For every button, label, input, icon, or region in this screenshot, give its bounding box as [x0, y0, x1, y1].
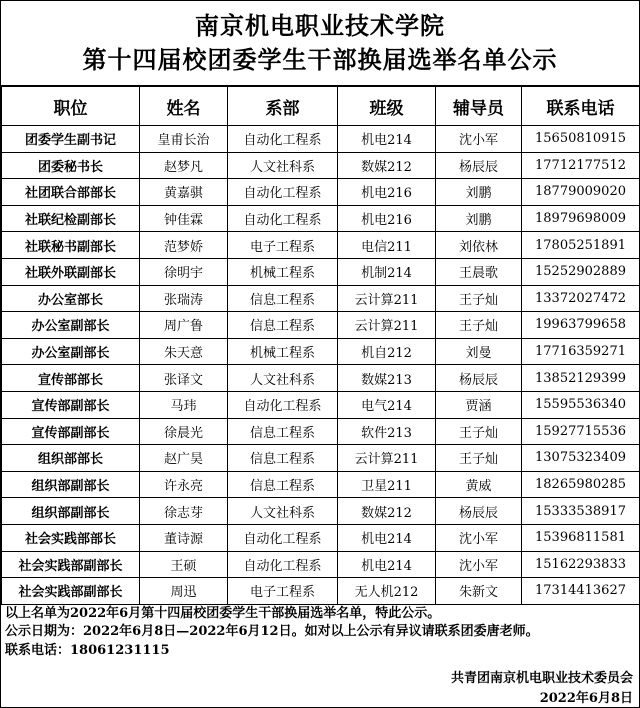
class-cell: 数媒212 — [338, 498, 436, 525]
position-cell: 宣传部副部长 — [2, 418, 140, 445]
counselor-cell: 刘依林 — [436, 232, 522, 259]
counselor-cell: 贾涵 — [436, 391, 522, 418]
counselor-cell: 刘鹏 — [436, 205, 522, 232]
class-cell: 数媒213 — [338, 365, 436, 392]
table-row — [2, 285, 640, 312]
name-cell: 徐志芽 — [140, 498, 228, 525]
table-row — [2, 205, 640, 232]
name-cell: 赵梦凡 — [140, 152, 228, 179]
position-cell: 社会实践部副部长 — [2, 551, 140, 578]
counselor-cell: 王子灿 — [436, 445, 522, 472]
table-row — [2, 498, 640, 525]
phone-cell: 15162293833 — [522, 551, 640, 578]
department-cell: 电子工程系 — [228, 232, 338, 259]
position-cell: 办公室副部长 — [2, 312, 140, 339]
header-position: 职位 — [2, 87, 140, 126]
department-cell: 信息工程系 — [228, 312, 338, 339]
department-cell: 自动化工程系 — [228, 524, 338, 551]
header-phone: 联系电话 — [522, 87, 640, 126]
position-cell: 宣传部副部长 — [2, 391, 140, 418]
name-cell: 王硕 — [140, 551, 228, 578]
phone-cell: 15650810915 — [522, 126, 640, 153]
phone-cell: 15927715536 — [522, 418, 640, 445]
counselor-cell: 杨辰辰 — [436, 365, 522, 392]
name-cell: 马玮 — [140, 391, 228, 418]
class-cell: 机电214 — [338, 126, 436, 153]
name-cell: 董诗源 — [140, 524, 228, 551]
table-row — [2, 152, 640, 179]
counselor-cell: 杨辰辰 — [436, 498, 522, 525]
counselor-cell: 黄威 — [436, 471, 522, 498]
department-cell: 人文社科系 — [228, 365, 338, 392]
name-cell: 周广鲁 — [140, 312, 228, 339]
name-cell: 皇甫长治 — [140, 126, 228, 153]
department-cell: 信息工程系 — [228, 418, 338, 445]
department-cell: 信息工程系 — [228, 445, 338, 472]
name-cell: 周迅 — [140, 578, 228, 605]
name-cell: 范梦娇 — [140, 232, 228, 259]
class-cell: 云计算211 — [338, 445, 436, 472]
counselor-cell: 王子灿 — [436, 285, 522, 312]
table-row — [2, 365, 640, 392]
phone-cell: 13372027472 — [522, 285, 640, 312]
phone-cell: 19963799658 — [522, 312, 640, 339]
department-cell: 自动化工程系 — [228, 551, 338, 578]
table-row — [2, 551, 640, 578]
position-cell: 团委学生副书记 — [2, 126, 140, 153]
class-cell: 卫星211 — [338, 471, 436, 498]
table-row — [2, 391, 640, 418]
table-row — [2, 418, 640, 445]
issue-date: 2022年6月8日 — [539, 691, 633, 706]
candidate-table — [1, 86, 640, 605]
name-cell: 朱天意 — [140, 338, 228, 365]
name-cell: 张瑞涛 — [140, 285, 228, 312]
name-cell: 张译文 — [140, 365, 228, 392]
class-cell: 数媒212 — [338, 152, 436, 179]
department-cell: 人文社科系 — [228, 152, 338, 179]
department-cell: 人文社科系 — [228, 498, 338, 525]
table-row — [2, 126, 640, 153]
table-row — [2, 524, 640, 551]
position-cell: 社会实践部副部长 — [2, 578, 140, 605]
notice-title: 第十四届校团委学生干部换届选举名单公示 — [82, 45, 558, 74]
position-cell: 社联外联副部长 — [2, 258, 140, 285]
counselor-cell: 王子灿 — [436, 312, 522, 339]
footer-period: 公示日期为：2022年6月8日—2022年6月12日。如对以上公示有异议请联系团委唐老师。 — [5, 624, 539, 640]
footer — [1, 605, 639, 661]
table-row — [2, 471, 640, 498]
department-cell: 自动化工程系 — [228, 179, 338, 206]
phone-cell: 17712177512 — [522, 152, 640, 179]
table-row — [2, 312, 640, 339]
phone-cell: 15333538917 — [522, 498, 640, 525]
name-cell: 许永亮 — [140, 471, 228, 498]
department-cell: 信息工程系 — [228, 285, 338, 312]
phone-cell: 15595536340 — [522, 391, 640, 418]
class-cell: 云计算211 — [338, 312, 436, 339]
position-cell: 团委秘书长 — [2, 152, 140, 179]
header-name: 姓名 — [140, 87, 228, 126]
counselor-cell: 刘曼 — [436, 338, 522, 365]
phone-cell: 17805251891 — [522, 232, 640, 259]
table-row — [2, 179, 640, 206]
name-cell: 钟佳霖 — [140, 205, 228, 232]
footer-statement: 以上名单为2022年6月第十四届校团委学生干部换届选举名单，特此公示。 — [5, 605, 441, 621]
phone-cell: 13852129399 — [522, 365, 640, 392]
counselor-cell: 杨辰辰 — [436, 152, 522, 179]
department-cell: 机械工程系 — [228, 338, 338, 365]
phone-cell: 17716359271 — [522, 338, 640, 365]
class-cell: 电气214 — [338, 391, 436, 418]
class-cell: 机电216 — [338, 205, 436, 232]
phone-cell: 13075323409 — [522, 445, 640, 472]
table-row — [2, 338, 640, 365]
class-cell: 机电216 — [338, 179, 436, 206]
department-cell: 自动化工程系 — [228, 391, 338, 418]
position-cell: 办公室副部长 — [2, 338, 140, 365]
counselor-cell: 沈小军 — [436, 524, 522, 551]
class-cell: 机自212 — [338, 338, 436, 365]
class-cell: 软件213 — [338, 418, 436, 445]
issuer-organization: 共青团南京机电职业技术委员会 — [450, 671, 633, 686]
class-cell: 无人机212 — [338, 578, 436, 605]
phone-cell: 18779009020 — [522, 179, 640, 206]
table-row — [2, 445, 640, 472]
college-title: 南京机电职业技术学院 — [195, 11, 445, 40]
phone-cell: 18265980285 — [522, 471, 640, 498]
table-row — [2, 258, 640, 285]
position-cell: 宣传部部长 — [2, 365, 140, 392]
phone-cell: 15252902889 — [522, 258, 640, 285]
counselor-cell: 沈小军 — [436, 126, 522, 153]
header-department: 系部 — [228, 87, 338, 126]
class-cell: 机电214 — [338, 524, 436, 551]
position-cell: 组织部副部长 — [2, 498, 140, 525]
department-cell: 信息工程系 — [228, 471, 338, 498]
name-cell: 徐明宇 — [140, 258, 228, 285]
position-cell: 组织部部长 — [2, 445, 140, 472]
counselor-cell: 朱新文 — [436, 578, 522, 605]
footer-contact: 联系电话：18061231115 — [5, 642, 170, 658]
name-cell: 黄嘉骐 — [140, 179, 228, 206]
position-cell: 办公室部长 — [2, 285, 140, 312]
department-cell: 电子工程系 — [228, 578, 338, 605]
department-cell: 机械工程系 — [228, 258, 338, 285]
counselor-cell: 王子灿 — [436, 418, 522, 445]
position-cell: 社团联合部部长 — [2, 179, 140, 206]
table-row — [2, 578, 640, 605]
department-cell: 自动化工程系 — [228, 126, 338, 153]
counselor-cell: 刘鹏 — [436, 179, 522, 206]
position-cell: 组织部副部长 — [2, 471, 140, 498]
title-block — [1, 1, 639, 86]
department-cell: 自动化工程系 — [228, 205, 338, 232]
phone-cell: 18979698009 — [522, 205, 640, 232]
header-counselor: 辅导员 — [436, 87, 522, 126]
header-class: 班级 — [338, 87, 436, 126]
table-header-row — [2, 87, 640, 126]
counselor-cell: 王晨歌 — [436, 258, 522, 285]
name-cell: 徐晨光 — [140, 418, 228, 445]
name-cell: 赵广昊 — [140, 445, 228, 472]
class-cell: 机电214 — [338, 551, 436, 578]
counselor-cell: 沈小军 — [436, 551, 522, 578]
position-cell: 社会实践部部长 — [2, 524, 140, 551]
position-cell: 社联纪检副部长 — [2, 205, 140, 232]
phone-cell: 15396811581 — [522, 524, 640, 551]
class-cell: 电信211 — [338, 232, 436, 259]
table-row — [2, 232, 640, 259]
position-cell: 社联秘书副部长 — [2, 232, 140, 259]
class-cell: 机制214 — [338, 258, 436, 285]
phone-cell: 17314413627 — [522, 578, 640, 605]
class-cell: 云计算211 — [338, 285, 436, 312]
